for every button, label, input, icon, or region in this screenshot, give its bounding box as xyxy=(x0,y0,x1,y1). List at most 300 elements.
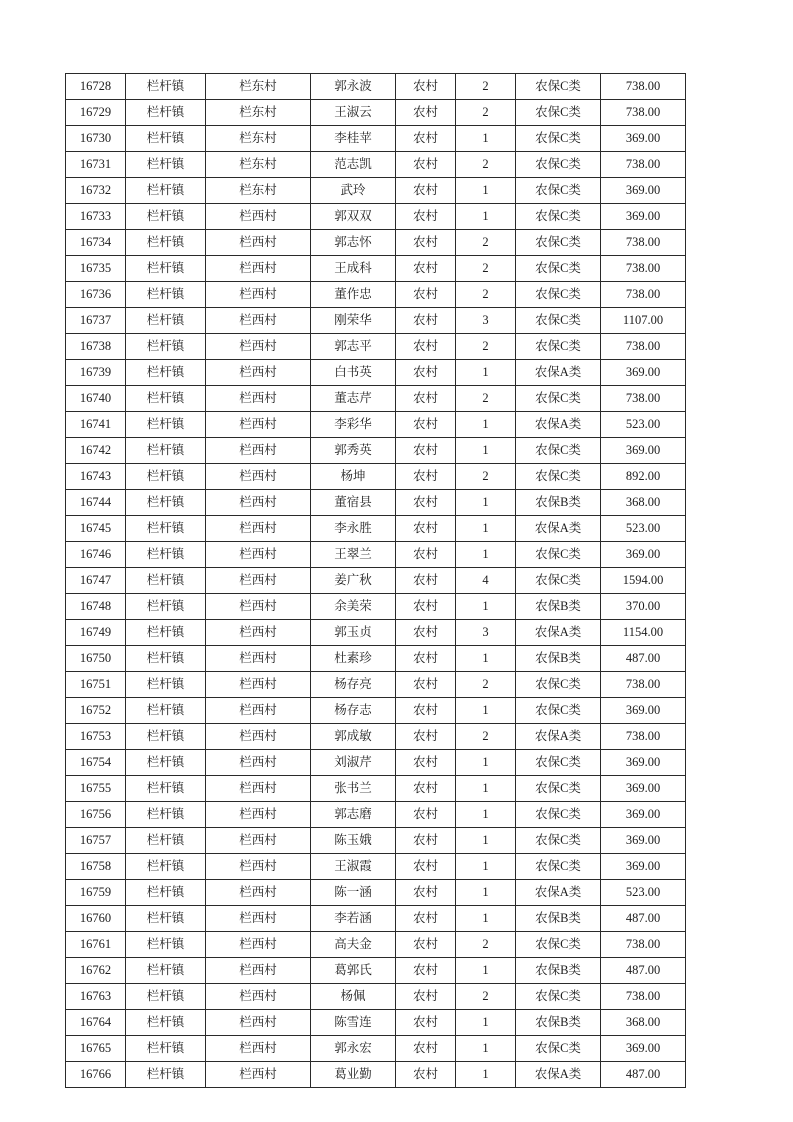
cell-amount: 487.00 xyxy=(601,906,686,932)
cell-amount: 738.00 xyxy=(601,74,686,100)
cell-count: 1 xyxy=(456,516,516,542)
cell-town: 栏杆镇 xyxy=(126,74,206,100)
cell-village: 栏西村 xyxy=(206,594,311,620)
cell-amount: 369.00 xyxy=(601,360,686,386)
cell-town: 栏杆镇 xyxy=(126,906,206,932)
table-row xyxy=(66,958,686,984)
cell-residence: 农村 xyxy=(396,958,456,984)
cell-count: 1 xyxy=(456,360,516,386)
cell-amount: 487.00 xyxy=(601,958,686,984)
cell-category: 农保C类 xyxy=(516,308,601,334)
cell-town: 栏杆镇 xyxy=(126,854,206,880)
cell-category: 农保C类 xyxy=(516,152,601,178)
cell-name: 姜广秋 xyxy=(311,568,396,594)
cell-residence: 农村 xyxy=(396,100,456,126)
cell-count: 2 xyxy=(456,334,516,360)
table-row xyxy=(66,256,686,282)
cell-town: 栏杆镇 xyxy=(126,1062,206,1088)
cell-residence: 农村 xyxy=(396,1062,456,1088)
table-row xyxy=(66,750,686,776)
cell-amount: 369.00 xyxy=(601,178,686,204)
cell-name: 张书兰 xyxy=(311,776,396,802)
cell-village: 栏西村 xyxy=(206,542,311,568)
cell-category: 农保A类 xyxy=(516,1062,601,1088)
table-row xyxy=(66,880,686,906)
cell-town: 栏杆镇 xyxy=(126,490,206,516)
cell-id: 16761 xyxy=(66,932,126,958)
cell-count: 2 xyxy=(456,282,516,308)
cell-residence: 农村 xyxy=(396,516,456,542)
cell-village: 栏西村 xyxy=(206,750,311,776)
cell-town: 栏杆镇 xyxy=(126,126,206,152)
cell-town: 栏杆镇 xyxy=(126,334,206,360)
cell-amount: 738.00 xyxy=(601,152,686,178)
cell-town: 栏杆镇 xyxy=(126,178,206,204)
cell-amount: 487.00 xyxy=(601,1062,686,1088)
cell-residence: 农村 xyxy=(396,620,456,646)
cell-village: 栏东村 xyxy=(206,152,311,178)
cell-residence: 农村 xyxy=(396,490,456,516)
cell-category: 农保A类 xyxy=(516,724,601,750)
cell-amount: 369.00 xyxy=(601,802,686,828)
cell-village: 栏西村 xyxy=(206,204,311,230)
table-row xyxy=(66,308,686,334)
cell-count: 1 xyxy=(456,776,516,802)
cell-id: 16731 xyxy=(66,152,126,178)
cell-category: 农保B类 xyxy=(516,958,601,984)
cell-amount: 738.00 xyxy=(601,932,686,958)
cell-name: 郭志磨 xyxy=(311,802,396,828)
beneficiary-table xyxy=(65,73,686,1088)
cell-category: 农保C类 xyxy=(516,672,601,698)
cell-id: 16728 xyxy=(66,74,126,100)
table-row xyxy=(66,698,686,724)
cell-category: 农保C类 xyxy=(516,464,601,490)
cell-town: 栏杆镇 xyxy=(126,880,206,906)
cell-count: 2 xyxy=(456,724,516,750)
cell-residence: 农村 xyxy=(396,906,456,932)
cell-count: 1 xyxy=(456,438,516,464)
table-row xyxy=(66,802,686,828)
cell-id: 16758 xyxy=(66,854,126,880)
table-row xyxy=(66,724,686,750)
cell-name: 刚荣华 xyxy=(311,308,396,334)
table-row xyxy=(66,464,686,490)
cell-name: 李桂苹 xyxy=(311,126,396,152)
cell-category: 农保C类 xyxy=(516,698,601,724)
cell-residence: 农村 xyxy=(396,334,456,360)
cell-count: 1 xyxy=(456,1062,516,1088)
cell-category: 农保C类 xyxy=(516,802,601,828)
cell-category: 农保C类 xyxy=(516,854,601,880)
cell-residence: 农村 xyxy=(396,256,456,282)
table-row xyxy=(66,282,686,308)
cell-village: 栏西村 xyxy=(206,360,311,386)
cell-count: 2 xyxy=(456,74,516,100)
cell-name: 董作忠 xyxy=(311,282,396,308)
table-row xyxy=(66,1036,686,1062)
cell-residence: 农村 xyxy=(396,802,456,828)
cell-count: 1 xyxy=(456,594,516,620)
cell-town: 栏杆镇 xyxy=(126,412,206,438)
cell-name: 董宿县 xyxy=(311,490,396,516)
table-row xyxy=(66,490,686,516)
cell-amount: 369.00 xyxy=(601,1036,686,1062)
cell-residence: 农村 xyxy=(396,854,456,880)
cell-town: 栏杆镇 xyxy=(126,672,206,698)
cell-town: 栏杆镇 xyxy=(126,204,206,230)
cell-id: 16747 xyxy=(66,568,126,594)
cell-town: 栏杆镇 xyxy=(126,698,206,724)
cell-count: 2 xyxy=(456,256,516,282)
cell-village: 栏西村 xyxy=(206,880,311,906)
cell-town: 栏杆镇 xyxy=(126,620,206,646)
cell-residence: 农村 xyxy=(396,880,456,906)
cell-town: 栏杆镇 xyxy=(126,542,206,568)
table-row xyxy=(66,568,686,594)
cell-name: 董志芹 xyxy=(311,386,396,412)
cell-count: 2 xyxy=(456,932,516,958)
cell-village: 栏西村 xyxy=(206,776,311,802)
cell-village: 栏西村 xyxy=(206,412,311,438)
table-row xyxy=(66,74,686,100)
cell-name: 王淑云 xyxy=(311,100,396,126)
cell-town: 栏杆镇 xyxy=(126,750,206,776)
cell-count: 1 xyxy=(456,204,516,230)
cell-id: 16764 xyxy=(66,1010,126,1036)
cell-residence: 农村 xyxy=(396,568,456,594)
cell-town: 栏杆镇 xyxy=(126,568,206,594)
table-row xyxy=(66,646,686,672)
cell-category: 农保C类 xyxy=(516,984,601,1010)
cell-town: 栏杆镇 xyxy=(126,256,206,282)
cell-id: 16732 xyxy=(66,178,126,204)
cell-residence: 农村 xyxy=(396,230,456,256)
cell-amount: 369.00 xyxy=(601,438,686,464)
cell-category: 农保C类 xyxy=(516,230,601,256)
cell-count: 2 xyxy=(456,230,516,256)
cell-amount: 1594.00 xyxy=(601,568,686,594)
table-row xyxy=(66,386,686,412)
cell-count: 2 xyxy=(456,672,516,698)
cell-village: 栏西村 xyxy=(206,932,311,958)
cell-residence: 农村 xyxy=(396,542,456,568)
cell-name: 郭志平 xyxy=(311,334,396,360)
cell-town: 栏杆镇 xyxy=(126,516,206,542)
cell-count: 4 xyxy=(456,568,516,594)
cell-count: 1 xyxy=(456,828,516,854)
cell-name: 郭永宏 xyxy=(311,1036,396,1062)
cell-category: 农保C类 xyxy=(516,74,601,100)
cell-residence: 农村 xyxy=(396,646,456,672)
cell-amount: 523.00 xyxy=(601,516,686,542)
cell-residence: 农村 xyxy=(396,360,456,386)
cell-name: 郭玉贞 xyxy=(311,620,396,646)
table-row xyxy=(66,126,686,152)
cell-name: 杜素珍 xyxy=(311,646,396,672)
cell-count: 1 xyxy=(456,542,516,568)
table-row xyxy=(66,854,686,880)
table-row xyxy=(66,334,686,360)
cell-amount: 738.00 xyxy=(601,724,686,750)
cell-count: 1 xyxy=(456,698,516,724)
cell-village: 栏西村 xyxy=(206,282,311,308)
cell-residence: 农村 xyxy=(396,698,456,724)
cell-name: 郭成敏 xyxy=(311,724,396,750)
cell-category: 农保C类 xyxy=(516,542,601,568)
cell-amount: 369.00 xyxy=(601,542,686,568)
cell-count: 2 xyxy=(456,984,516,1010)
cell-residence: 农村 xyxy=(396,672,456,698)
cell-id: 16740 xyxy=(66,386,126,412)
table-row xyxy=(66,984,686,1010)
cell-amount: 523.00 xyxy=(601,412,686,438)
cell-village: 栏西村 xyxy=(206,1062,311,1088)
cell-count: 2 xyxy=(456,152,516,178)
cell-id: 16763 xyxy=(66,984,126,1010)
cell-residence: 农村 xyxy=(396,126,456,152)
cell-amount: 369.00 xyxy=(601,204,686,230)
cell-amount: 523.00 xyxy=(601,880,686,906)
table-row xyxy=(66,178,686,204)
cell-village: 栏西村 xyxy=(206,464,311,490)
cell-category: 农保B类 xyxy=(516,906,601,932)
cell-id: 16730 xyxy=(66,126,126,152)
cell-name: 余美荣 xyxy=(311,594,396,620)
cell-residence: 农村 xyxy=(396,152,456,178)
cell-count: 1 xyxy=(456,880,516,906)
cell-id: 16746 xyxy=(66,542,126,568)
table-row xyxy=(66,932,686,958)
cell-category: 农保C类 xyxy=(516,282,601,308)
cell-village: 栏西村 xyxy=(206,1036,311,1062)
cell-amount: 369.00 xyxy=(601,126,686,152)
cell-town: 栏杆镇 xyxy=(126,464,206,490)
cell-id: 16762 xyxy=(66,958,126,984)
cell-name: 郭双双 xyxy=(311,204,396,230)
cell-category: 农保A类 xyxy=(516,516,601,542)
cell-amount: 369.00 xyxy=(601,854,686,880)
cell-residence: 农村 xyxy=(396,438,456,464)
cell-town: 栏杆镇 xyxy=(126,230,206,256)
cell-residence: 农村 xyxy=(396,204,456,230)
cell-id: 16742 xyxy=(66,438,126,464)
cell-id: 16754 xyxy=(66,750,126,776)
cell-name: 李永胜 xyxy=(311,516,396,542)
cell-town: 栏杆镇 xyxy=(126,828,206,854)
cell-name: 范志凯 xyxy=(311,152,396,178)
cell-count: 2 xyxy=(456,100,516,126)
table-row xyxy=(66,542,686,568)
cell-id: 16729 xyxy=(66,100,126,126)
cell-village: 栏西村 xyxy=(206,308,311,334)
cell-village: 栏西村 xyxy=(206,854,311,880)
cell-town: 栏杆镇 xyxy=(126,152,206,178)
cell-residence: 农村 xyxy=(396,178,456,204)
cell-name: 杨存志 xyxy=(311,698,396,724)
cell-id: 16766 xyxy=(66,1062,126,1088)
cell-count: 1 xyxy=(456,1010,516,1036)
cell-amount: 892.00 xyxy=(601,464,686,490)
cell-id: 16745 xyxy=(66,516,126,542)
cell-amount: 368.00 xyxy=(601,1010,686,1036)
cell-town: 栏杆镇 xyxy=(126,802,206,828)
cell-category: 农保C类 xyxy=(516,568,601,594)
cell-category: 农保C类 xyxy=(516,334,601,360)
cell-category: 农保A类 xyxy=(516,880,601,906)
cell-count: 1 xyxy=(456,750,516,776)
cell-town: 栏杆镇 xyxy=(126,646,206,672)
cell-category: 农保A类 xyxy=(516,360,601,386)
cell-residence: 农村 xyxy=(396,1036,456,1062)
cell-amount: 368.00 xyxy=(601,490,686,516)
table-body xyxy=(66,74,686,1088)
cell-id: 16750 xyxy=(66,646,126,672)
cell-amount: 738.00 xyxy=(601,256,686,282)
cell-id: 16756 xyxy=(66,802,126,828)
cell-name: 郭秀英 xyxy=(311,438,396,464)
cell-id: 16739 xyxy=(66,360,126,386)
cell-village: 栏西村 xyxy=(206,620,311,646)
cell-category: 农保C类 xyxy=(516,932,601,958)
cell-name: 郭志怀 xyxy=(311,230,396,256)
cell-id: 16738 xyxy=(66,334,126,360)
cell-village: 栏西村 xyxy=(206,672,311,698)
cell-town: 栏杆镇 xyxy=(126,724,206,750)
cell-category: 农保B类 xyxy=(516,594,601,620)
cell-category: 农保B类 xyxy=(516,1010,601,1036)
cell-town: 栏杆镇 xyxy=(126,386,206,412)
cell-name: 武玲 xyxy=(311,178,396,204)
cell-id: 16752 xyxy=(66,698,126,724)
cell-village: 栏西村 xyxy=(206,724,311,750)
cell-count: 3 xyxy=(456,620,516,646)
cell-category: 农保A类 xyxy=(516,620,601,646)
cell-village: 栏西村 xyxy=(206,958,311,984)
cell-count: 1 xyxy=(456,178,516,204)
cell-village: 栏西村 xyxy=(206,984,311,1010)
cell-village: 栏西村 xyxy=(206,334,311,360)
cell-count: 1 xyxy=(456,490,516,516)
table-row xyxy=(66,1062,686,1088)
cell-village: 栏西村 xyxy=(206,230,311,256)
cell-residence: 农村 xyxy=(396,412,456,438)
table-row xyxy=(66,828,686,854)
cell-category: 农保C类 xyxy=(516,438,601,464)
cell-residence: 农村 xyxy=(396,386,456,412)
cell-category: 农保C类 xyxy=(516,828,601,854)
cell-town: 栏杆镇 xyxy=(126,360,206,386)
cell-village: 栏西村 xyxy=(206,646,311,672)
cell-amount: 738.00 xyxy=(601,230,686,256)
cell-category: 农保C类 xyxy=(516,1036,601,1062)
cell-village: 栏西村 xyxy=(206,698,311,724)
cell-count: 2 xyxy=(456,464,516,490)
table-row xyxy=(66,1010,686,1036)
cell-residence: 农村 xyxy=(396,776,456,802)
cell-count: 1 xyxy=(456,1036,516,1062)
cell-village: 栏西村 xyxy=(206,828,311,854)
cell-town: 栏杆镇 xyxy=(126,984,206,1010)
cell-id: 16753 xyxy=(66,724,126,750)
cell-name: 王淑霞 xyxy=(311,854,396,880)
cell-residence: 农村 xyxy=(396,828,456,854)
cell-name: 陈一涵 xyxy=(311,880,396,906)
cell-residence: 农村 xyxy=(396,932,456,958)
cell-name: 杨坤 xyxy=(311,464,396,490)
cell-residence: 农村 xyxy=(396,984,456,1010)
cell-residence: 农村 xyxy=(396,74,456,100)
cell-residence: 农村 xyxy=(396,750,456,776)
cell-amount: 487.00 xyxy=(601,646,686,672)
cell-town: 栏杆镇 xyxy=(126,1036,206,1062)
cell-amount: 738.00 xyxy=(601,282,686,308)
cell-village: 栏西村 xyxy=(206,1010,311,1036)
cell-name: 陈玉娥 xyxy=(311,828,396,854)
cell-id: 16749 xyxy=(66,620,126,646)
cell-name: 杨存亮 xyxy=(311,672,396,698)
table-row xyxy=(66,906,686,932)
cell-name: 刘淑芹 xyxy=(311,750,396,776)
table-row xyxy=(66,230,686,256)
cell-amount: 738.00 xyxy=(601,984,686,1010)
table-row xyxy=(66,438,686,464)
table-row xyxy=(66,516,686,542)
cell-residence: 农村 xyxy=(396,464,456,490)
cell-id: 16744 xyxy=(66,490,126,516)
table-row xyxy=(66,594,686,620)
cell-category: 农保C类 xyxy=(516,204,601,230)
cell-id: 16757 xyxy=(66,828,126,854)
cell-id: 16734 xyxy=(66,230,126,256)
cell-town: 栏杆镇 xyxy=(126,932,206,958)
cell-village: 栏东村 xyxy=(206,74,311,100)
cell-village: 栏西村 xyxy=(206,438,311,464)
cell-village: 栏东村 xyxy=(206,100,311,126)
cell-name: 白书英 xyxy=(311,360,396,386)
cell-village: 栏西村 xyxy=(206,516,311,542)
cell-category: 农保B类 xyxy=(516,646,601,672)
cell-village: 栏西村 xyxy=(206,906,311,932)
cell-count: 1 xyxy=(456,646,516,672)
cell-amount: 369.00 xyxy=(601,698,686,724)
cell-id: 16755 xyxy=(66,776,126,802)
cell-residence: 农村 xyxy=(396,594,456,620)
cell-amount: 1154.00 xyxy=(601,620,686,646)
cell-category: 农保C类 xyxy=(516,178,601,204)
cell-name: 陈雪连 xyxy=(311,1010,396,1036)
cell-name: 郭永波 xyxy=(311,74,396,100)
table-row xyxy=(66,620,686,646)
cell-id: 16759 xyxy=(66,880,126,906)
table-row xyxy=(66,100,686,126)
cell-category: 农保C类 xyxy=(516,776,601,802)
cell-count: 2 xyxy=(456,386,516,412)
cell-category: 农保C类 xyxy=(516,386,601,412)
cell-id: 16741 xyxy=(66,412,126,438)
cell-amount: 738.00 xyxy=(601,386,686,412)
cell-town: 栏杆镇 xyxy=(126,776,206,802)
cell-name: 李若涵 xyxy=(311,906,396,932)
cell-category: 农保C类 xyxy=(516,126,601,152)
cell-amount: 1107.00 xyxy=(601,308,686,334)
table-row xyxy=(66,152,686,178)
cell-residence: 农村 xyxy=(396,1010,456,1036)
cell-name: 王翠兰 xyxy=(311,542,396,568)
cell-village: 栏西村 xyxy=(206,568,311,594)
cell-village: 栏西村 xyxy=(206,256,311,282)
cell-village: 栏西村 xyxy=(206,386,311,412)
